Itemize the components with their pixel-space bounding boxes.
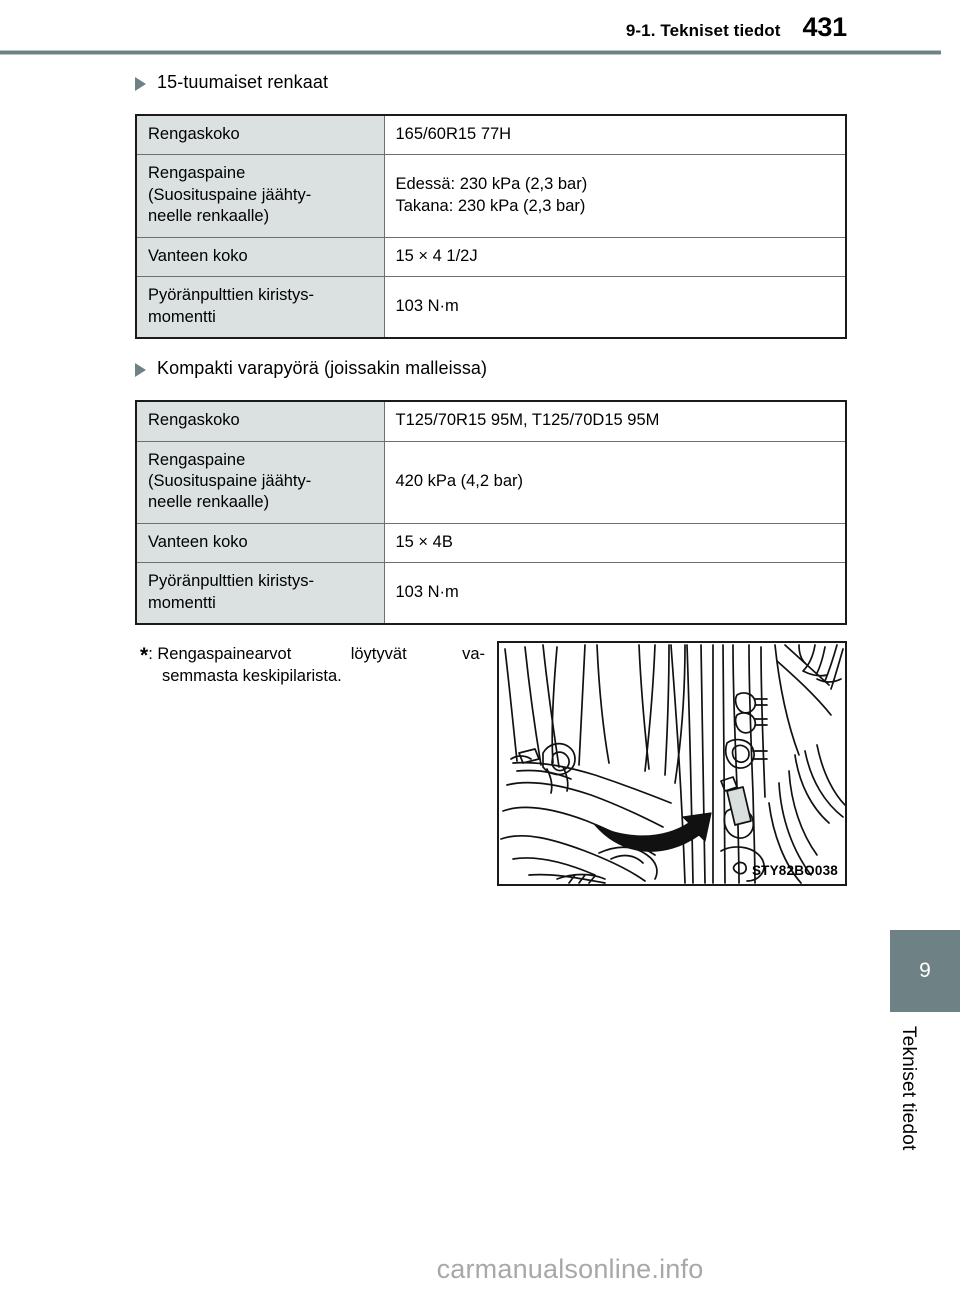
- triangle-bullet-icon: [135, 363, 146, 377]
- spec-key: Rengaskoko: [136, 401, 384, 441]
- pointer-arrow-icon: [595, 813, 711, 851]
- footnote-word-end: va-: [462, 645, 485, 664]
- spec-key: Pyöränpulttien kiristys- momentti: [136, 277, 384, 338]
- triangle-bullet-icon: [135, 77, 146, 91]
- spec-value: 165/60R15 77H: [384, 115, 846, 155]
- spec-value: 103 N·m: [384, 277, 846, 338]
- footnote: [140, 644, 485, 688]
- spec-key: Vanteen koko: [136, 237, 384, 276]
- section-heading-label: Kompakti varapyörä (joissakin malleissa): [157, 358, 488, 379]
- footnote-lead-text: : Rengaspainearvot: [148, 645, 292, 664]
- footnote-figure-block: [135, 641, 847, 891]
- table-row: [136, 401, 846, 441]
- spec-table-15-inch-tires: [135, 114, 847, 339]
- footnote-lead: [140, 644, 295, 666]
- spec-value: 15 × 4B: [384, 523, 846, 562]
- spec-key: Vanteen koko: [136, 523, 384, 562]
- spec-value: 15 × 4 1/2J: [384, 237, 846, 276]
- table-row: [136, 115, 846, 155]
- table-row: [136, 237, 846, 276]
- footnote-line-2: semmasta keskipilarista.: [162, 667, 342, 686]
- site-watermark: carmanualsonline.info: [436, 1254, 704, 1284]
- spec-key: Rengaspaine (Suosituspaine jäähty- neelle renkaalle): [136, 441, 384, 523]
- spec-key: Rengaspaine (Suosituspaine jäähty- neelle renkaalle): [136, 155, 384, 237]
- footnote-line-1: [140, 644, 485, 666]
- chapter-tab-number: 9: [890, 930, 960, 1012]
- section-heading-compact-spare: [135, 358, 847, 379]
- figure-code-label: STY82BO038: [751, 863, 838, 879]
- spec-value: T125/70R15 95M, T125/70D15 95M: [384, 401, 846, 441]
- chapter-tab-label: Tekniset tiedot: [898, 1026, 919, 1151]
- table-row: [136, 277, 846, 338]
- chapter-tab: [890, 930, 960, 1226]
- spec-value: 103 N·m: [384, 563, 846, 624]
- spec-key: Rengaskoko: [136, 115, 384, 155]
- header-section-title: 9-1. Tekniset tiedot: [625, 21, 781, 40]
- spec-table-compact-spare: [135, 400, 847, 625]
- footnote-word-mid: löytyvät: [350, 645, 407, 664]
- spec-key: Pyöränpulttien kiristys- momentti: [136, 563, 384, 624]
- table-row: [136, 155, 846, 237]
- page-number: 431: [802, 12, 847, 42]
- table-row: [136, 441, 846, 523]
- figure-line-drawing: [499, 643, 845, 884]
- table-row: [136, 523, 846, 562]
- section-heading-label: 15-tuumaiset renkaat: [157, 72, 329, 92]
- figure-seat-pillar-label: [497, 641, 847, 886]
- page-content: [135, 0, 847, 891]
- spec-value: 420 kPa (4,2 bar): [384, 441, 846, 523]
- spec-value: Edessä: 230 kPa (2,3 bar) Takana: 230 kPa (2,3 bar): [384, 155, 846, 237]
- asterisk-marker: *: [140, 644, 149, 668]
- section-heading-tires-15: [135, 72, 847, 93]
- table-row: [136, 563, 846, 624]
